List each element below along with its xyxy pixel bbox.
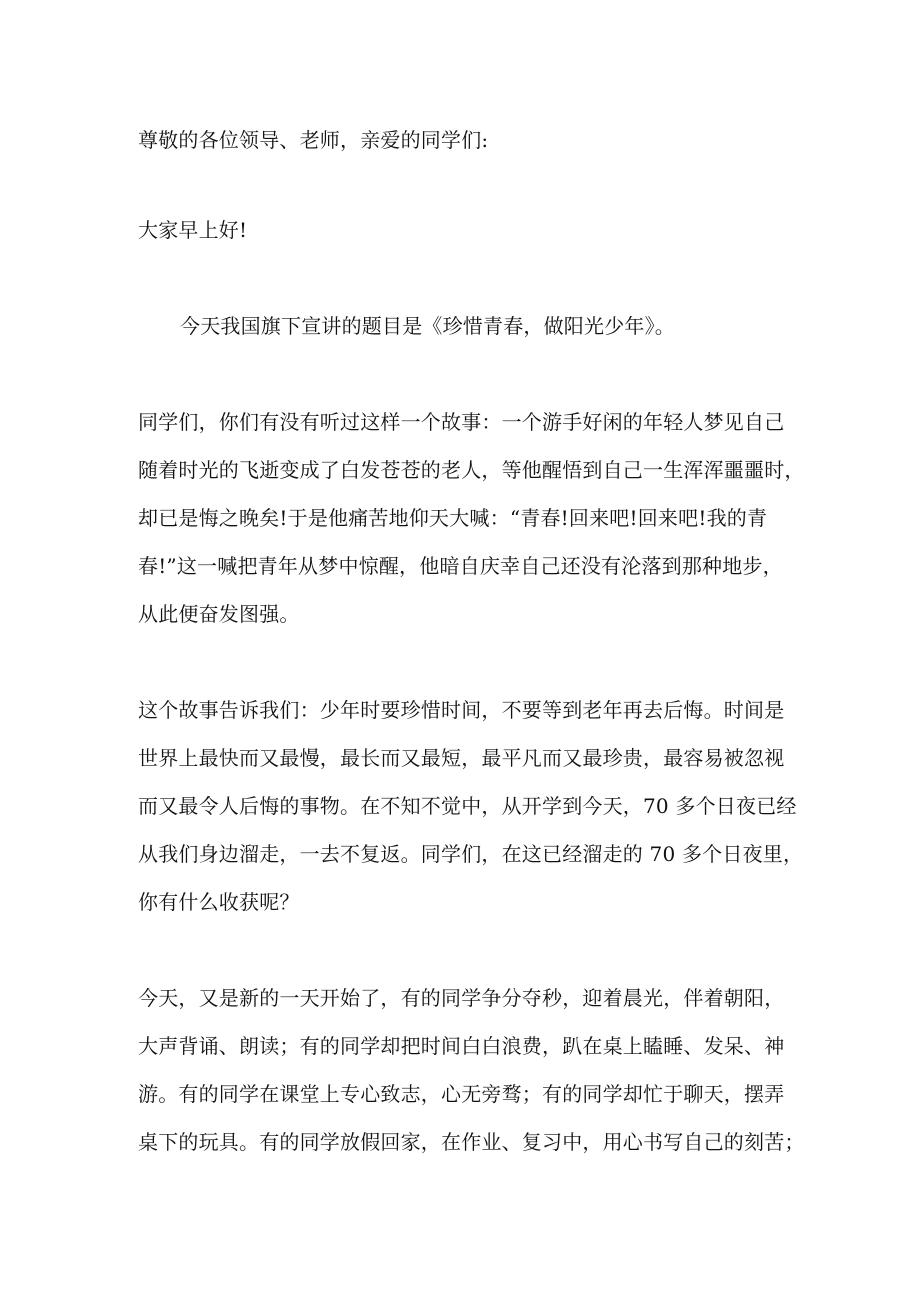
paragraph3-line: 游。有的同学在课堂上专心致志，心无旁骛；有的同学却忙于聊天，摆弄	[138, 1082, 785, 1106]
paragraph2-line: 从我们身边溜走，一去不复返。同学们，在这已经溜走的 70 多个日夜里，	[138, 842, 804, 866]
salutation-line: 尊敬的各位领导、老师，亲爱的同学们:	[138, 128, 489, 152]
paragraph1-line: 从此便奋发图强。	[138, 602, 300, 626]
paragraph2-line: 世界上最快而又最慢，最长而又最短，最平凡而又最珍贵，最容易被忽视	[138, 746, 785, 770]
paragraph2-line: 这个故事告诉我们：少年时要珍惜时间，不要等到老年再去后悔。时间是	[138, 698, 785, 722]
paragraph2-line: 而又最令人后悔的事物。在不知不觉中，从开学到今天，70 多个日夜已经	[138, 794, 797, 818]
paragraph1-line: 春!”这一喊把青年从梦中惊醒，他暗自庆幸自己还没有沦落到那种地步，	[138, 554, 783, 578]
paragraph3-line: 今天，又是新的一天开始了，有的同学争分夺秒，迎着晨光，伴着朝阳，	[138, 986, 785, 1010]
intro-line: 今天我国旗下宣讲的题目是《珍惜青春，做阳光少年》。	[180, 314, 675, 338]
paragraph2-line: 你有什么收获呢？	[138, 890, 300, 914]
greeting-line: 大家早上好!	[138, 218, 248, 242]
paragraph1-line: 随着时光的飞逝变成了白发苍苍的老人，等他醒悟到自己一生浑浑噩噩时，	[138, 458, 805, 482]
paragraph1-line: 却已是悔之晚矣!于是他痛苦地仰天大喊：“青春!回来吧!回来吧!我的青	[138, 506, 768, 530]
paragraph3-line: 大声背诵、朗读；有的同学却把时间白白浪费，趴在桌上瞌睡、发呆、神	[138, 1034, 785, 1058]
paragraph3-line: 桌下的玩具。有的同学放假回家，在作业、复习中，用心书写自己的刻苦；	[138, 1130, 805, 1154]
paragraph1-line: 同学们，你们有没有听过这样一个故事：一个游手好闲的年轻人梦见自己	[138, 410, 785, 434]
